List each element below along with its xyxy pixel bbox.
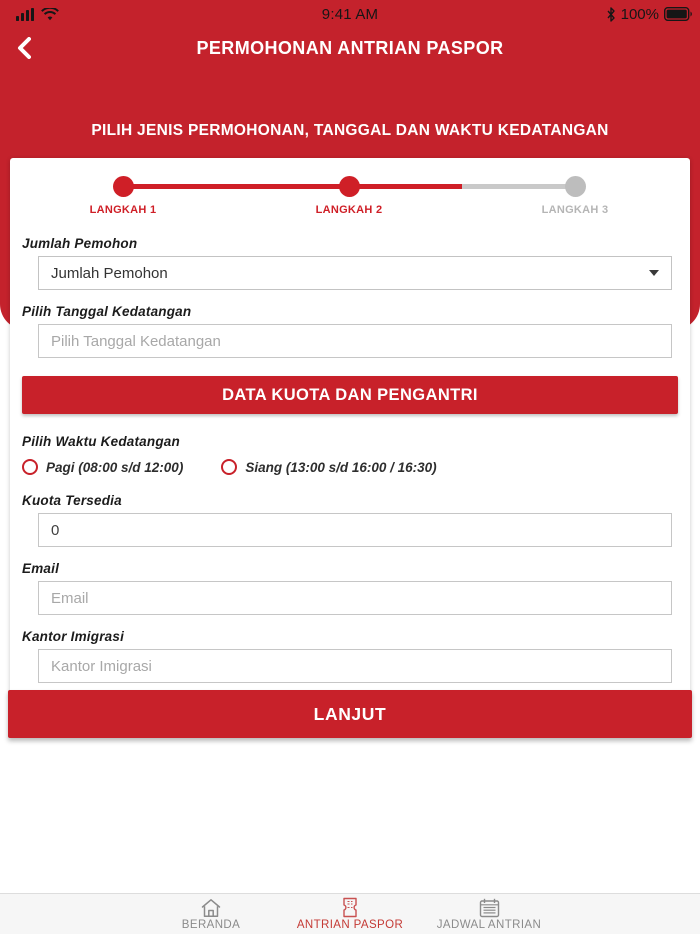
home-icon [200, 897, 222, 918]
ticket-icon [342, 897, 358, 918]
jumlah-pemohon-select[interactable] [38, 256, 672, 290]
kantor-label: Kantor Imigrasi [22, 629, 125, 644]
page-subtitle: PILIH JENIS PERMOHONAN, TANGGAL DAN WAKTU KEDATANGAN [91, 122, 609, 139]
stepper-line-inactive [462, 184, 575, 189]
tab-beranda[interactable] [142, 894, 281, 931]
step-2-dot [339, 176, 360, 197]
step-3-label: LANGKAH 3 [541, 204, 609, 216]
dropdown-arrow-icon [649, 270, 659, 276]
tanggal-label: Pilih Tanggal Kedatangan [22, 304, 192, 319]
tab-jadwal-antrian[interactable] [420, 894, 559, 931]
step-1-label: LANGKAH 1 [89, 204, 157, 216]
waktu-radio-group [22, 459, 678, 475]
radio-siang-label: Siang (13:00 s/d 16:00 / 16:30) [245, 459, 437, 475]
waktu-label: Pilih Waktu Kedatangan [22, 434, 180, 449]
jumlah-pemohon-selected-value: Jumlah Pemohon [51, 264, 168, 282]
calendar-icon [479, 897, 500, 918]
radio-siang[interactable] [221, 459, 436, 475]
data-kuota-button[interactable]: DATA KUOTA DAN PENGANTRI [22, 376, 678, 414]
kantor-input[interactable] [38, 649, 672, 683]
tab-antrian-paspor-label: ANTRIAN PASPOR [296, 919, 404, 931]
status-time: 9:41 AM [321, 5, 379, 23]
chevron-left-icon [17, 37, 31, 59]
status-bar [0, 0, 700, 28]
tab-beranda-label: BERANDA [181, 919, 241, 931]
stepper-line-active [123, 184, 462, 189]
back-button[interactable] [8, 32, 40, 64]
step-2-label: LANGKAH 2 [315, 204, 383, 216]
stepper [10, 164, 690, 222]
form-card [10, 158, 690, 699]
kuota-label: Kuota Tersedia [22, 493, 122, 508]
nav-bar [0, 28, 700, 68]
page-title: PERMOHONAN ANTRIAN PASPOR [196, 37, 504, 58]
kuota-input[interactable] [38, 513, 672, 547]
tab-jadwal-antrian-label: JADWAL ANTRIAN [436, 919, 542, 931]
battery-percent: 100% [620, 5, 659, 23]
radio-circle-icon [22, 459, 38, 475]
lanjut-button[interactable]: LANJUT [8, 690, 692, 738]
email-input[interactable] [38, 581, 672, 615]
radio-pagi-label: Pagi (08:00 s/d 12:00) [46, 459, 184, 475]
step-3-dot [565, 176, 586, 197]
tanggal-input[interactable] [38, 324, 672, 358]
email-label: Email [22, 561, 60, 576]
tab-antrian-paspor[interactable] [281, 894, 420, 931]
jumlah-pemohon-label: Jumlah Pemohon [22, 236, 138, 251]
step-1-dot [113, 176, 134, 197]
tab-bar [0, 893, 700, 934]
radio-circle-icon [221, 459, 237, 475]
radio-pagi[interactable] [22, 459, 183, 475]
